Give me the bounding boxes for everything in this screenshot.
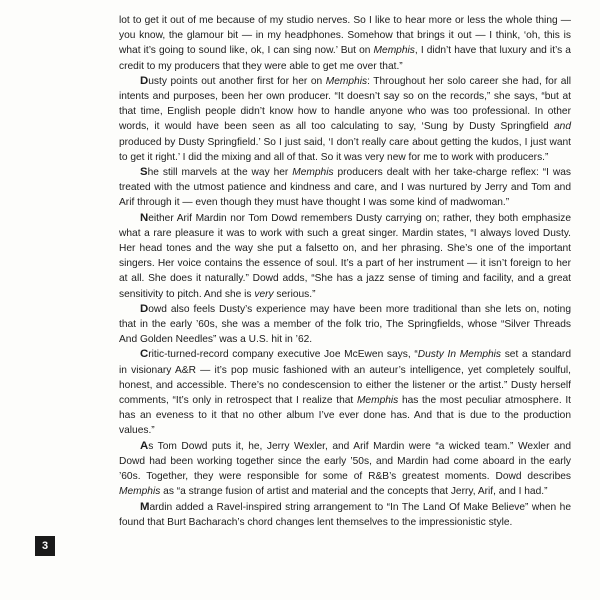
italic-text: Memphis: [373, 45, 415, 57]
text-run: usty points out another first for her on: [148, 75, 326, 87]
italic-text: Memphis: [325, 75, 368, 87]
article-paragraph: [119, 347, 571, 438]
italic-text: and: [554, 121, 571, 133]
text-run: has the most peculiar atmosphere. It has an eveness to it that no other album I’ve ever done has. And that is due to the production values.”: [119, 395, 571, 437]
italic-text: Memphis: [356, 395, 399, 407]
article-paragraph: [119, 439, 571, 500]
paragraph-initial-letter: D: [140, 74, 149, 87]
article-paragraph: [119, 13, 571, 74]
text-run: set a standard in visionary A&R — it’s pop music fashioned with an auteur’s intelligence, yet completely soulful, honest, and accessible. There’s no condescension to either the listener or the artist.” Dusty herself comments, “It’s only in retrospect that I realize that: [119, 349, 571, 407]
italic-text: very: [254, 288, 274, 300]
paragraph-initial-letter: M: [140, 500, 150, 513]
paragraph-initial-letter: N: [140, 211, 149, 224]
text-run: , I didn’t have that luxury and it’s a credit to my producers that they were able to get me over that.”: [119, 45, 571, 72]
paragraph-initial-letter: A: [140, 439, 149, 452]
italic-text: Dusty In Memphis: [417, 349, 502, 361]
article-paragraph: [119, 74, 571, 165]
paragraph-initial-letter: D: [140, 302, 149, 315]
page-number-badge: 3: [35, 536, 55, 556]
article-body: [119, 13, 571, 530]
text-run: : Throughout her solo career she had, for all intents and purposes, been her own producer. “It doesn’t say so on the records,” she says, “but at that time, English people didn’t know how to handle anyone who was too professional. In other words, it would have been seen as all too calculating to say, ‘Sung by Dusty Springfield: [119, 75, 571, 133]
text-run: serious.”: [273, 288, 316, 300]
text-run: s Tom Dowd puts it, he, Jerry Wexler, and Arif Mardin were “a wicked team.” Wexler and Dowd had been working together since the early ’50s, and Mardin had come aboard in the early ’60s. Together, they were responsible for some of R&B’s greatest moments. Dowd describes: [119, 440, 571, 483]
text-run: ritic-turned-record company executive Joe McEwen says, “: [148, 349, 418, 361]
text-run: as “a strange fusion of artist and material and the concepts that Jerry, Arif, and I had.”: [160, 486, 548, 498]
article-paragraph: [119, 165, 571, 211]
text-run: ardin added a Ravel-inspired string arrangement to “In The Land Of Make Believe” when he found that Burt Bacharach’s chord changes lent themselves to the impressionistic style.: [119, 501, 571, 528]
text-run: either Arif Mardin nor Tom Dowd remembers Dusty carrying on; rather, they both emphasize what a rare pleasure it was to work with such a great singer. Mardin states, “I always loved Dusty. Her head tones and the way she put a falsetto on, and her phrasing. She’s one of the important singers. Her voice contains the essence of soul. It’s a part of her instrument — it isn’t foreign to her at all. She does it naturally.” Dowd adds, “She has a jazz sense of timing and facility, and a great sensitivity to pitch. And she is: [119, 212, 571, 300]
article-paragraph: [119, 500, 571, 530]
text-run: lot to get it out of me because of my studio nerves. So I like to hear more or less the whole thing — you know, the glamour bit — in my headphones. Somehow that brings it out — I think, ‘oh, this is what it’s going to sound like, ok, I can sing now.’ But on: [119, 15, 571, 57]
paragraph-initial-letter: C: [140, 348, 149, 361]
italic-text: Memphis: [119, 486, 161, 498]
article-paragraph: [119, 302, 571, 348]
article-paragraph: [119, 211, 571, 302]
italic-text: Memphis: [292, 167, 334, 179]
paragraph-initial-letter: S: [140, 166, 148, 179]
text-run: producers dealt with her take-charge reflex: “I was treated with the utmost patience and kindness and care, and I was nurtured by Jerry and Tom and Arif through it — even though they must have thought I was some kind of madwoman.”: [119, 167, 571, 209]
text-run: he still marvels at the way her: [147, 167, 293, 179]
text-run: produced by Dusty Springfield.’ So I just said, ‘I don’t really care about getting the kudos, I just want to get it right.’ I did the mixing and all of that. So it was very new for me to work with producers.”: [119, 136, 571, 163]
text-run: owd also feels Dusty’s experience may have been more traditional than she lets on, noting that in the early ’60s, she was a member of the folk trio, The Springfields, whose “Silver Threads And Golden Needles” was a U.S. hit in ’62.: [119, 303, 571, 346]
